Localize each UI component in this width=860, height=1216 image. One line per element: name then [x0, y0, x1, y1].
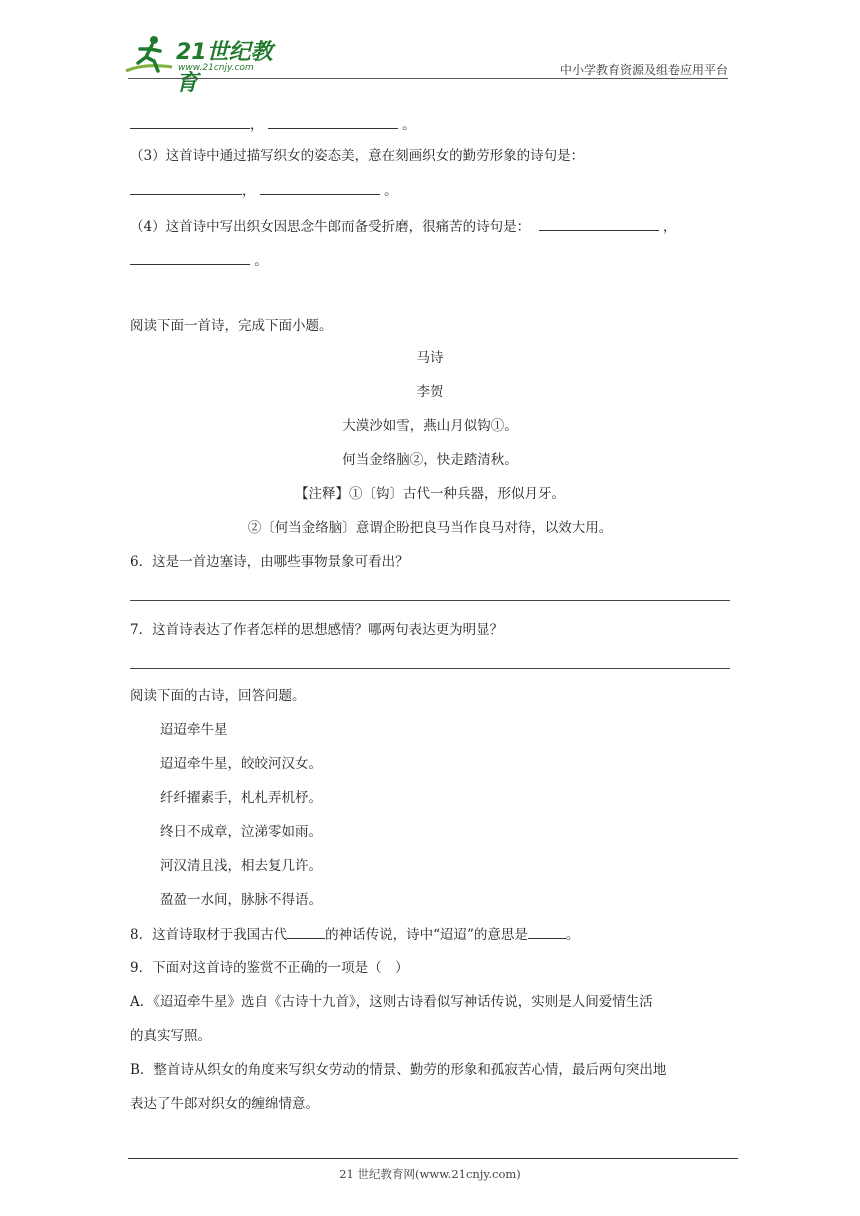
poem1-line: 何当金络脑②，快走踏清秋。 — [342, 452, 518, 468]
blank[interactable] — [130, 114, 250, 129]
separator: ， — [250, 117, 264, 133]
header-divider — [128, 78, 728, 79]
footer-divider — [128, 1158, 738, 1159]
runner-logo-icon — [124, 33, 176, 77]
section1-intro: 阅读下面一首诗，完成下面小题。 — [130, 318, 333, 334]
separator: ， — [662, 219, 677, 235]
answer-line[interactable] — [130, 600, 730, 601]
blank[interactable] — [268, 114, 398, 129]
question-4-text: （4）这首诗中写出织女因思念牛郎而备受折磨，很痛苦的诗句是： — [130, 219, 531, 235]
logo-text: 21世纪教育 — [176, 40, 273, 96]
poem2-line: 盈盈一水间，脉脉不得语。 — [160, 892, 322, 908]
platform-title: 中小学教育资源及组卷应用平台 — [559, 63, 728, 77]
question-6: 6．这是一首边塞诗，由哪些事物景象可看出？ — [130, 554, 409, 570]
period: 。 — [565, 927, 580, 943]
option-b[interactable]: B．整首诗从织女的角度来写织女劳动的情景、勤劳的形象和孤寂苦心情，最后两句突出地 — [130, 1062, 667, 1078]
answer-row-3 — [130, 250, 268, 271]
question-8-part: 的神话传说，诗中“迢迢”的意思是 — [325, 927, 528, 943]
question-3: （3）这首诗中通过描写织女的姿态美，意在刻画织女的勤劳形象的诗句是： — [130, 148, 585, 164]
option-b-cont: 表达了牛郎对织女的缠绵情意。 — [130, 1096, 319, 1112]
footer-text: 21 世纪教育网(www.21cnjy.com) — [339, 1167, 521, 1181]
poem2-title: 迢迢牵牛星 — [160, 722, 228, 738]
poem1-title: 马诗 — [416, 350, 444, 366]
question-8-part: 8．这首诗取材于我国古代 — [130, 927, 288, 943]
blank[interactable] — [260, 180, 380, 195]
blank[interactable] — [528, 924, 566, 939]
question-7: 7．这首诗表达了作者怎样的思想感情？哪两句表达更为明显？ — [130, 622, 504, 638]
separator: ， — [242, 183, 256, 199]
question-8 — [130, 924, 579, 945]
option-a-cont: 的真实写照。 — [130, 1028, 211, 1044]
answer-row-2 — [130, 180, 398, 201]
poem1-note: 【注释】①〔钩〕古代一种兵器，形似月牙。 — [295, 486, 565, 502]
blank[interactable] — [539, 216, 659, 231]
blank[interactable] — [130, 180, 242, 195]
logo-url: www.21cnjy.com — [178, 63, 254, 73]
answer-row-1 — [130, 114, 416, 135]
poem2-line: 迢迢牵牛星，皎皎河汉女。 — [160, 756, 322, 772]
option-a[interactable]: A．《迢迢牵牛星》选自《古诗十九首》，这则古诗看似写神话传说，实则是人间爱情生活 — [130, 994, 653, 1010]
question-4 — [130, 216, 676, 237]
period: 。 — [254, 253, 268, 269]
question-9: 9．下面对这首诗的鉴赏不正确的一项是（ ） — [130, 960, 409, 976]
blank[interactable] — [287, 924, 325, 939]
poem1-note: ②〔何当金络脑〕意谓企盼把良马当作良马对待，以效大用。 — [247, 520, 613, 536]
poem1-line: 大漠沙如雪，燕山月似钩①。 — [342, 418, 518, 434]
site-logo — [124, 33, 294, 96]
poem1-author: 李贺 — [416, 384, 444, 400]
poem2-line: 纤纤擢素手，札札弄机杼。 — [160, 790, 322, 806]
blank[interactable] — [130, 250, 250, 265]
period: 。 — [384, 183, 398, 199]
period: 。 — [402, 117, 416, 133]
poem2-line: 河汉清且浅，相去复几许。 — [160, 858, 322, 874]
answer-line[interactable] — [130, 668, 730, 669]
poem2-line: 终日不成章，泣涕零如雨。 — [160, 824, 322, 840]
section2-intro: 阅读下面的古诗，回答问题。 — [130, 688, 306, 704]
